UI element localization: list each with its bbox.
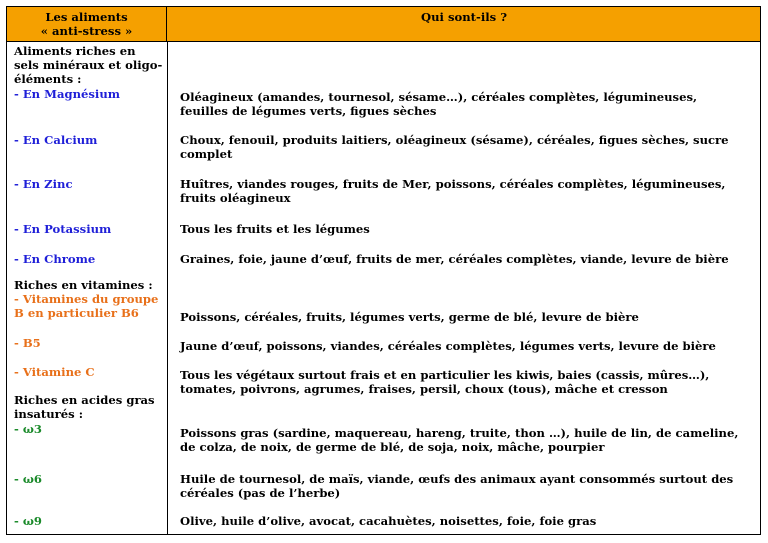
section-fats-title-1: Riches en acides gras	[14, 393, 155, 407]
text-potassium: Tous les fruits et les légumes	[180, 222, 370, 236]
column-divider	[167, 41, 168, 534]
text-chrome: Graines, foie, jaune d’œuf, fruits de mer, céréales complètes, viande, levure de bière	[180, 252, 729, 266]
label-vitamin-c: - Vitamine C	[14, 365, 95, 379]
header-foods-line-1: Les aliments	[45, 10, 128, 24]
text-zinc-1: Huîtres, viandes rouges, fruits de Mer, poissons, céréales complètes, légumineuses,	[180, 177, 726, 191]
text-calcium-2: complet	[180, 147, 233, 161]
label-calcium: - En Calcium	[14, 133, 98, 147]
text-zinc-2: fruits oléagineux	[180, 191, 291, 205]
text-omega6-2: céréales (pas de l’herbe)	[180, 486, 341, 500]
header-foods	[7, 7, 167, 41]
text-magnesium-2: feuilles de légumes verts, figues sèches	[180, 104, 437, 118]
text-b5: Jaune d’œuf, poissons, viandes, céréales complètes, légumes verts, levure de bière	[180, 339, 716, 353]
text-omega3-2: de colza, de noix, de germe de blé, de soja, noix, mâche, pourpier	[180, 440, 605, 454]
anti-stress-foods-table	[6, 6, 761, 535]
text-magnesium-1: Oléagineux (amandes, tournesol, sésame…), céréales complètes, légumineuses,	[180, 90, 698, 104]
label-b5: - B5	[14, 336, 41, 350]
text-calcium-1: Choux, fenouil, produits laitiers, oléagineux (sésame), céréales, figues sèches, sucre	[180, 133, 729, 147]
text-vitamin-c-2: tomates, poivrons, agrumes, fraises, persil, choux (tous), mâche et cresson	[180, 382, 668, 396]
text-vitamin-c-1: Tous les végétaux surtout frais et en particulier les kiwis, baies (cassis, mûres…),	[180, 368, 710, 382]
text-omega3-1: Poissons gras (sardine, maquereau, hareng, truite, thon …), huile de lin, de cameline,	[180, 426, 739, 440]
label-vitamin-b-2: B en particulier B6	[14, 306, 139, 320]
label-omega6: - ω6	[14, 472, 42, 486]
text-vitamin-b: Poissons, céréales, fruits, légumes verts, germe de blé, levure de bière	[180, 310, 639, 324]
label-potassium: - En Potassium	[14, 222, 112, 236]
header-who: Qui sont-ils ?	[421, 10, 507, 24]
header-foods-line-2: « anti-stress »	[40, 24, 133, 38]
label-magnesium: - En Magnésium	[14, 87, 121, 101]
section-fats-title-2: insaturés :	[14, 407, 83, 421]
text-omega9: Olive, huile d’olive, avocat, cacahuètes, noisettes, foie, foie gras	[180, 514, 597, 528]
section-minerals-title-2: sels minéraux et oligo-	[14, 58, 163, 72]
section-minerals-title-1: Aliments riches en	[14, 44, 136, 58]
label-omega9: - ω9	[14, 514, 42, 528]
table-header	[7, 7, 760, 42]
text-omega6-1: Huile de tournesol, de maïs, viande, œufs des animaux ayant consommés surtout des	[180, 472, 734, 486]
label-zinc: - En Zinc	[14, 177, 73, 191]
label-omega3: - ω3	[14, 422, 42, 436]
label-chrome: - En Chrome	[14, 252, 96, 266]
section-minerals-title-3: éléments :	[14, 72, 82, 86]
label-vitamin-b-1: - Vitamines du groupe	[14, 292, 159, 306]
section-vitamins-title: Riches en vitamines :	[14, 278, 153, 292]
